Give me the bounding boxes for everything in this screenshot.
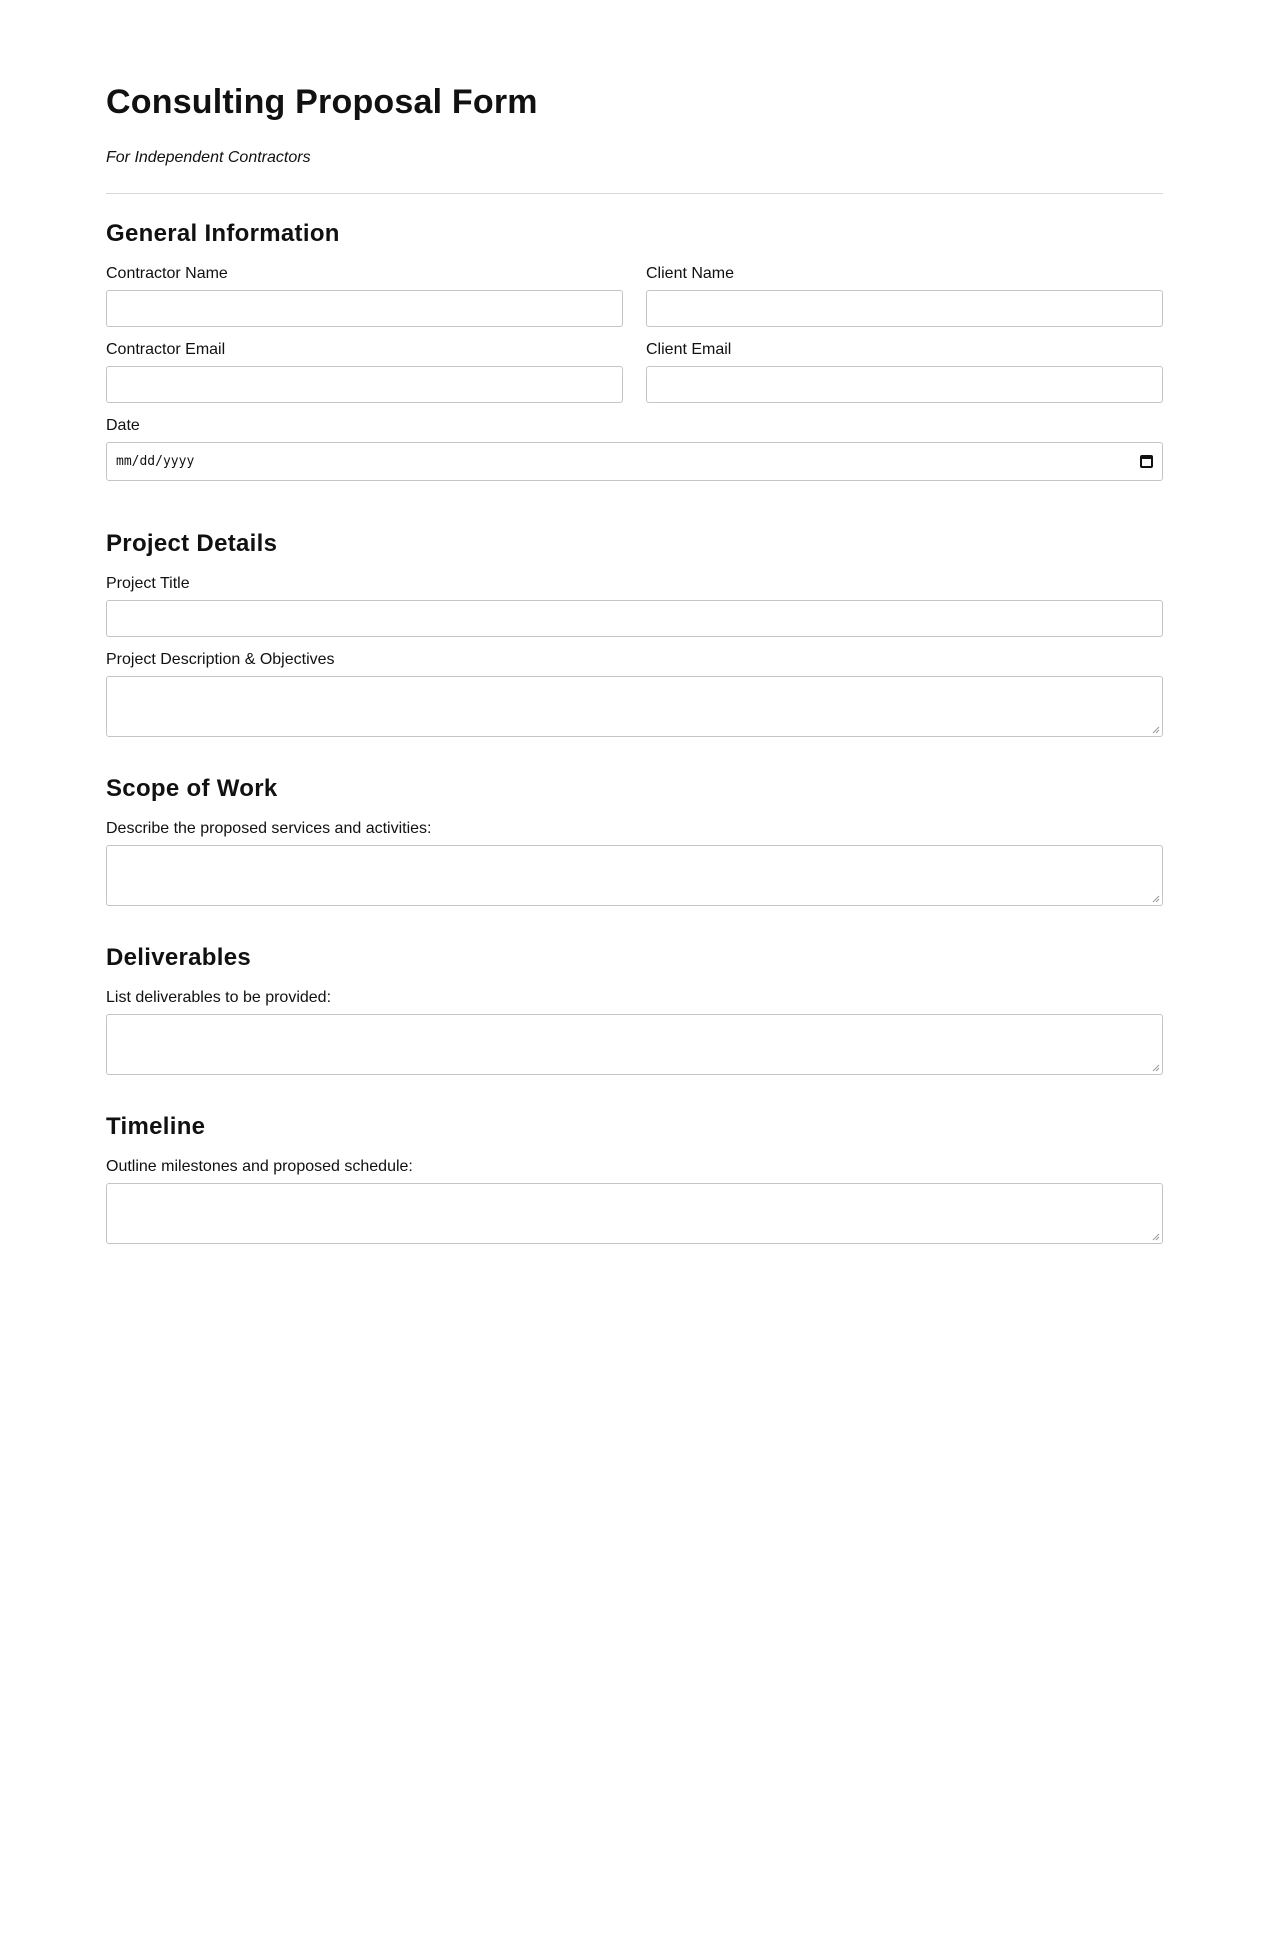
resize-handle-icon[interactable] bbox=[1151, 894, 1160, 903]
scope-group bbox=[106, 819, 1163, 906]
contractor-email-group bbox=[106, 340, 623, 403]
email-row bbox=[106, 340, 1163, 403]
name-row bbox=[106, 264, 1163, 327]
header-divider bbox=[106, 193, 1163, 194]
page-subtitle: For Independent Contractors bbox=[106, 149, 311, 166]
general-information-section bbox=[106, 219, 1163, 481]
timeline-group bbox=[106, 1157, 1163, 1244]
client-name-input[interactable] bbox=[646, 290, 1163, 327]
scope-textarea[interactable] bbox=[106, 845, 1163, 906]
timeline-heading: Timeline bbox=[106, 1113, 206, 1140]
scope-of-work-heading: Scope of Work bbox=[106, 775, 278, 802]
form-container bbox=[106, 80, 1163, 1244]
resize-handle-icon[interactable] bbox=[1151, 1232, 1160, 1241]
deliverables-label: List deliverables to be provided: bbox=[106, 989, 332, 1006]
project-description-group bbox=[106, 650, 1163, 737]
deliverables-textarea[interactable] bbox=[106, 1014, 1163, 1075]
scope-of-work-section bbox=[106, 774, 1163, 906]
timeline-label: Outline milestones and proposed schedule: bbox=[106, 1158, 413, 1175]
client-email-label: Client Email bbox=[646, 341, 732, 358]
general-information-heading: General Information bbox=[106, 220, 340, 247]
contractor-name-input[interactable] bbox=[106, 290, 623, 327]
resize-handle-icon[interactable] bbox=[1151, 725, 1160, 734]
project-description-label: Project Description & Objectives bbox=[106, 651, 335, 668]
page-title: Consulting Proposal Form bbox=[106, 83, 538, 121]
contractor-name-label: Contractor Name bbox=[106, 265, 228, 282]
timeline-section bbox=[106, 1112, 1163, 1244]
deliverables-heading: Deliverables bbox=[106, 944, 252, 971]
client-name-label: Client Name bbox=[646, 265, 735, 282]
project-title-input[interactable] bbox=[106, 600, 1163, 637]
resize-handle-icon[interactable] bbox=[1151, 1063, 1160, 1072]
timeline-textarea[interactable] bbox=[106, 1183, 1163, 1244]
date-group bbox=[106, 416, 1163, 481]
project-title-group bbox=[106, 574, 1163, 637]
deliverables-group bbox=[106, 988, 1163, 1075]
deliverables-section bbox=[106, 943, 1163, 1075]
client-email-input[interactable] bbox=[646, 366, 1163, 403]
contractor-email-input[interactable] bbox=[106, 366, 623, 403]
project-title-label: Project Title bbox=[106, 575, 190, 592]
scope-label: Describe the proposed services and activities: bbox=[106, 820, 432, 837]
project-details-section bbox=[106, 529, 1163, 737]
calendar-icon[interactable] bbox=[1140, 455, 1153, 468]
date-input[interactable] bbox=[106, 442, 1163, 481]
contractor-name-group bbox=[106, 264, 623, 327]
date-label: Date bbox=[106, 417, 140, 434]
client-name-group bbox=[646, 264, 1163, 327]
project-details-heading: Project Details bbox=[106, 530, 278, 557]
contractor-email-label: Contractor Email bbox=[106, 341, 226, 358]
client-email-group bbox=[646, 340, 1163, 403]
project-description-textarea[interactable] bbox=[106, 676, 1163, 737]
date-placeholder: mm/dd/yyyy bbox=[116, 454, 195, 469]
